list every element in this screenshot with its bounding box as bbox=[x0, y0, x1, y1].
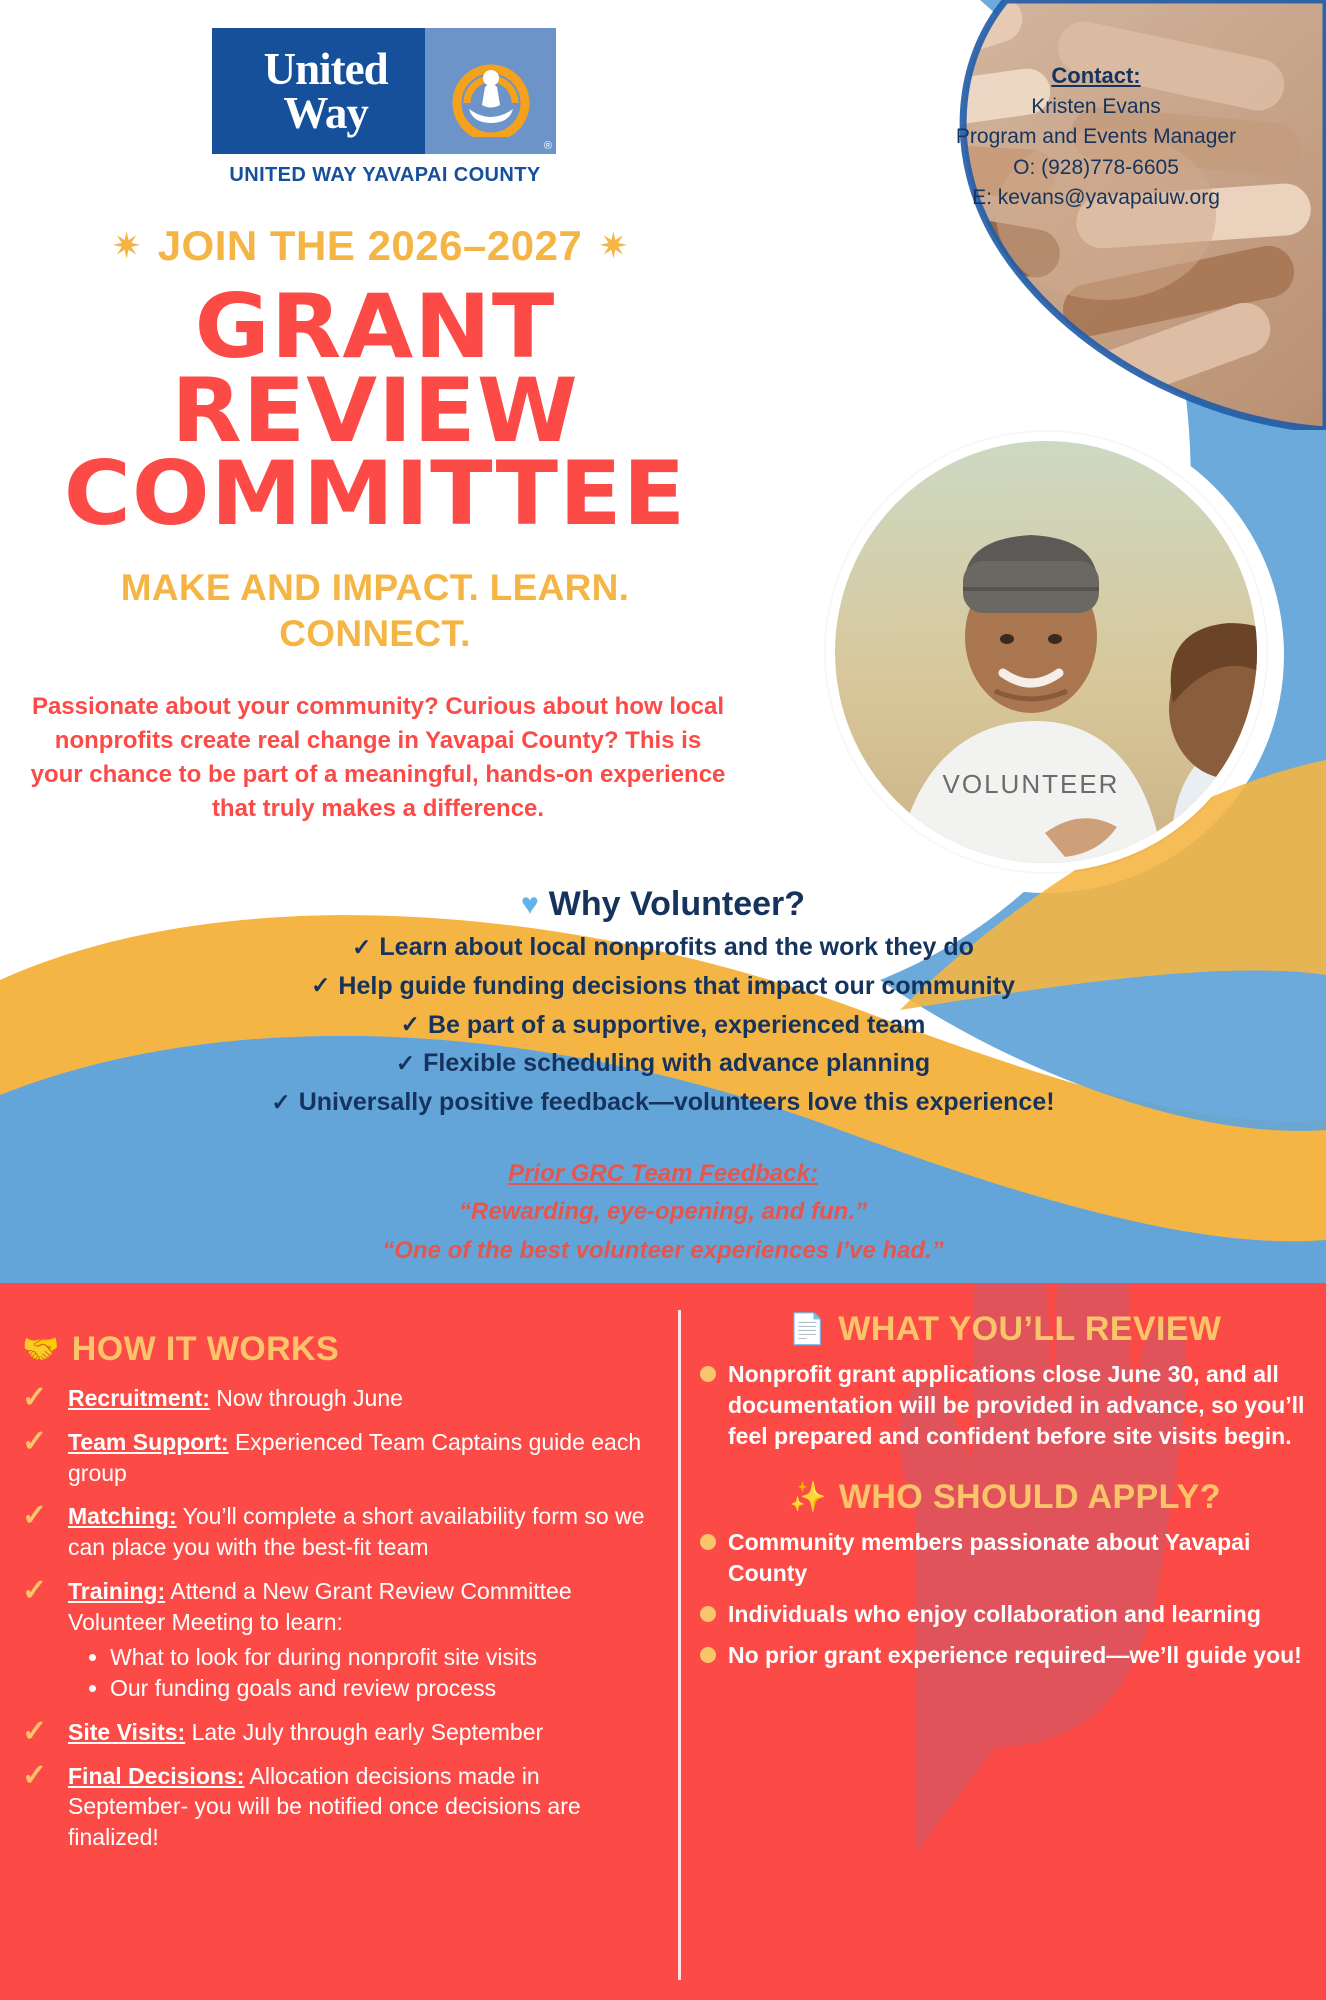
lead-paragraph: Passionate about your community? Curious about how local nonprofits create real change in Yavapai County? This is your chance to be part of a meaningful, hands-on experience that truly makes a difference. bbox=[30, 693, 726, 823]
sub-list-item: • What to look for during nonprofit site visits bbox=[110, 1642, 662, 1673]
training-sub-list bbox=[92, 1642, 662, 1704]
check-icon: ✓ bbox=[22, 1714, 48, 1748]
star-right-icon: ✷ bbox=[598, 225, 629, 266]
list-item bbox=[22, 1424, 662, 1489]
document-icon: 📄 bbox=[788, 1313, 827, 1346]
column-divider bbox=[678, 1310, 681, 1980]
list-item-text bbox=[68, 1427, 662, 1489]
check-icon: ✓ bbox=[22, 1424, 48, 1458]
join-text: JOIN THE 2026–2027 bbox=[157, 222, 583, 269]
check-icon: ✓ bbox=[400, 1011, 420, 1038]
item-label: Site Visits: bbox=[68, 1718, 186, 1745]
item-label: Final Decisions: bbox=[68, 1762, 245, 1789]
review-item-1: Nonprofit grant applications close June 30, and all documentation will be provided in advance, so you’ll feel prepared and confident before site visits begin. bbox=[728, 1361, 1305, 1450]
what-youll-review-title: WHAT YOU’LL REVIEW bbox=[838, 1310, 1222, 1348]
list-item bbox=[0, 1006, 1326, 1045]
list-item bbox=[22, 1383, 662, 1414]
list-item bbox=[22, 1758, 662, 1853]
what-youll-review-heading bbox=[700, 1310, 1310, 1349]
contact-title: Contact: bbox=[1051, 63, 1141, 88]
why-volunteer-list bbox=[0, 928, 1326, 1122]
feedback-quote-2: “One of the best volunteer experiences I’ve had.” bbox=[382, 1236, 944, 1264]
who-should-apply-list bbox=[700, 1527, 1310, 1671]
page-title bbox=[6, 275, 744, 546]
why-item-2: Help guide funding decisions that impact our community bbox=[338, 971, 1015, 1000]
why-item-1: Learn about local nonprofits and the work they do bbox=[379, 933, 974, 961]
item-body: You’ll complete a short availability form so we can place you with the best-fit team bbox=[68, 1503, 645, 1561]
who-should-apply-heading bbox=[700, 1478, 1310, 1517]
list-item-text bbox=[68, 1501, 662, 1563]
list-item bbox=[700, 1359, 1310, 1452]
why-item-3: Be part of a supportive, experienced team bbox=[427, 1010, 926, 1039]
item-body: Now through June bbox=[209, 1385, 403, 1411]
list-item bbox=[0, 967, 1326, 1006]
contact-block bbox=[906, 60, 1286, 214]
list-item bbox=[700, 1599, 1310, 1630]
list-item-text bbox=[68, 1761, 662, 1853]
apply-item-3: No prior grant experience required—we’ll guide you! bbox=[728, 1642, 1302, 1669]
item-label: Team Support: bbox=[68, 1428, 229, 1455]
volunteer-portrait-photo bbox=[826, 432, 1266, 872]
join-line bbox=[10, 222, 730, 270]
check-icon: ✓ bbox=[22, 1758, 48, 1792]
item-label: Recruitment: bbox=[68, 1385, 210, 1411]
list-item bbox=[0, 1083, 1326, 1122]
check-icon: ✓ bbox=[352, 933, 372, 960]
united-way-hand-rainbow-icon bbox=[425, 28, 556, 154]
list-item bbox=[700, 1527, 1310, 1589]
how-it-works-list bbox=[22, 1383, 662, 1853]
list-item bbox=[22, 1501, 662, 1563]
check-icon: ✓ bbox=[395, 1049, 416, 1076]
bullet-icon bbox=[700, 1647, 716, 1663]
list-item-text bbox=[68, 1576, 662, 1704]
logo-subtitle: UNITED WAY YAVAPAI COUNTY bbox=[229, 164, 541, 186]
what-youll-review-list bbox=[700, 1359, 1310, 1452]
registered-mark: ® bbox=[543, 140, 552, 152]
logo-wordmark bbox=[212, 28, 425, 154]
rainbow-hand-icon-svg bbox=[445, 45, 537, 137]
contact-role: Program and Events Manager bbox=[955, 125, 1237, 149]
handshake-icon: 🤝 bbox=[22, 1333, 60, 1366]
portrait-svg bbox=[835, 441, 1266, 872]
apply-item-1: Community members passionate about Yavapai County bbox=[728, 1529, 1251, 1587]
item-body: Attend a New Grant Review Committee Volunteer Meeting to learn: bbox=[68, 1578, 572, 1635]
item-label: Matching: bbox=[68, 1503, 177, 1530]
list-item-text bbox=[68, 1383, 403, 1414]
logo-line-1: United bbox=[263, 43, 388, 94]
list-item bbox=[22, 1576, 662, 1704]
list-item-text bbox=[68, 1717, 543, 1748]
sparkles-icon: ✨ bbox=[789, 1481, 827, 1515]
blue-heart-icon: ♥ bbox=[520, 887, 539, 921]
contact-phone[interactable]: O: (928)778-6605 bbox=[1013, 155, 1179, 179]
list-item bbox=[22, 1714, 662, 1748]
list-item bbox=[0, 928, 1326, 967]
review-and-apply-column bbox=[700, 1310, 1310, 1681]
united-way-logo bbox=[210, 26, 560, 187]
list-item bbox=[0, 1044, 1326, 1083]
contact-name: Kristen Evans bbox=[1031, 94, 1161, 118]
item-label: Training: bbox=[68, 1578, 166, 1605]
page-subtitle: MAKE AND IMPACT. LEARN. CONNECT. bbox=[120, 567, 630, 655]
feedback-title: Prior GRC Team Feedback: bbox=[508, 1160, 818, 1187]
who-should-apply-title: WHO SHOULD APPLY? bbox=[838, 1478, 1221, 1517]
check-icon: ✓ bbox=[311, 972, 331, 999]
item-body: Allocation decisions made in September- you will be notified once decisions are finalized! bbox=[68, 1762, 581, 1851]
bullet-icon bbox=[700, 1606, 716, 1622]
logo-line-2: Way bbox=[283, 88, 368, 138]
bullet-icon bbox=[700, 1534, 716, 1550]
title-line-2: COMMITTEE bbox=[63, 442, 687, 546]
logo-box bbox=[210, 26, 558, 156]
how-it-works-column bbox=[22, 1330, 662, 1866]
item-body: Late July through early September bbox=[185, 1718, 544, 1745]
star-left-icon: ✷ bbox=[111, 225, 142, 266]
contact-email[interactable]: E: kevans@yavapaiuw.org bbox=[972, 186, 1220, 210]
how-it-works-title: HOW IT WORKS bbox=[71, 1330, 340, 1368]
prior-feedback-block bbox=[0, 1155, 1326, 1270]
title-line-1: GRANT REVIEW bbox=[171, 275, 579, 462]
check-icon: ✓ bbox=[22, 1381, 48, 1414]
apply-item-2: Individuals who enjoy collaboration and learning bbox=[728, 1601, 1261, 1628]
check-icon: ✓ bbox=[271, 1088, 291, 1115]
item-body: Experienced Team Captains guide each group bbox=[68, 1428, 642, 1486]
svg-text:VOLUNTEER: VOLUNTEER bbox=[942, 769, 1120, 799]
bullet-icon bbox=[700, 1366, 716, 1382]
check-icon: ✓ bbox=[22, 1499, 48, 1533]
sub-list-item: • Our funding goals and review process bbox=[110, 1673, 662, 1704]
why-item-4: Flexible scheduling with advance planning bbox=[423, 1049, 931, 1078]
feedback-quote-1: “Rewarding, eye-opening, and fun.” bbox=[458, 1198, 868, 1226]
why-volunteer-heading bbox=[0, 885, 1326, 924]
why-volunteer-title: Why Volunteer? bbox=[548, 885, 806, 923]
why-item-5: Universally positive feedback—volunteers love this experience! bbox=[298, 1088, 1055, 1116]
check-icon: ✓ bbox=[22, 1574, 48, 1608]
how-it-works-heading bbox=[22, 1330, 662, 1369]
list-item bbox=[700, 1640, 1310, 1671]
